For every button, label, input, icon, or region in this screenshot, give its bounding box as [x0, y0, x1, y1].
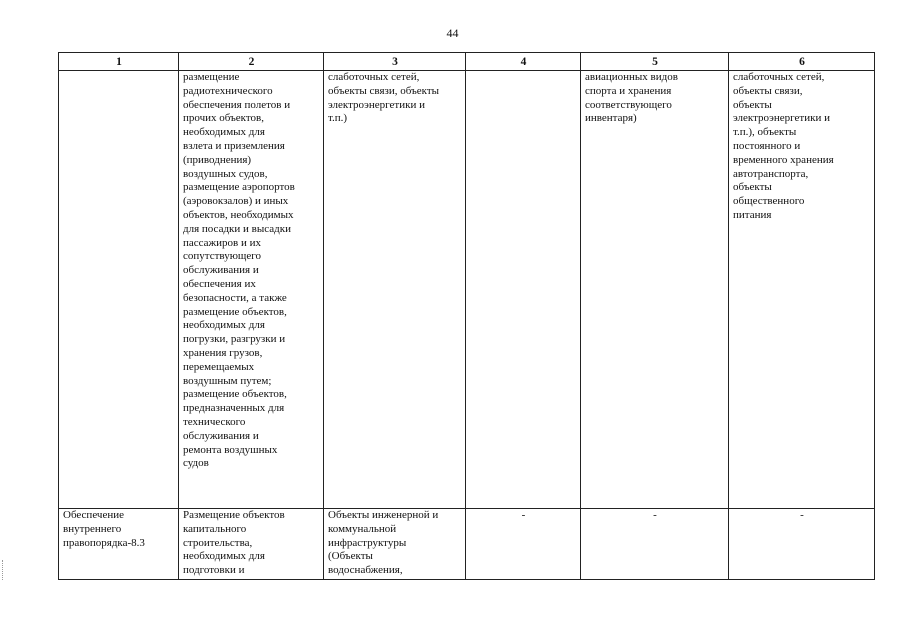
cell-text: Объекты инженерной и коммунальной инфраструктуры (Объекты водоснабжения, [328, 509, 439, 577]
column-header-5: 5 [581, 53, 729, 71]
scan-margin-mark [2, 560, 6, 580]
table-row [59, 71, 875, 509]
table-cell [324, 71, 466, 509]
cell-text: размещение радиотехнического обеспечения полетов и прочих объектов, необходимых для взлета и приземления (приводнения) воздушных судов, размещение аэропортов (аэровокзалов) и иных объектов, необходимых для посадки и высадки пассажиров и их сопутствующего обслуживания и обеспечения их безопасности, а также размещение объектов, необходимых для погрузки, разгрузки и хранения грузов, перемещаемых воздушным путем; размещение объектов, предназначенных для технического обслуживания и ремонта воздушных судов [183, 71, 295, 470]
table-cell [59, 71, 179, 509]
table-header-row [59, 53, 875, 71]
cell-text: слаботочных сетей, объекты связи, объекты электроэнергетики и т.п.) [328, 71, 440, 125]
table-cell [581, 509, 729, 580]
table-cell [324, 509, 466, 580]
page-number: 44 [446, 26, 459, 40]
column-header-4: 4 [466, 53, 581, 71]
cell-text: - [521, 509, 526, 521]
column-header-1: 1 [59, 53, 179, 71]
table-cell [581, 71, 729, 509]
table-cell [59, 509, 179, 580]
cell-text: - [653, 509, 657, 521]
cell-text: слаботочных сетей, объекты связи, объекты электроэнергетики и т.п.), объекты постоянного и временного хранения автотранспорта, объекты общественного питания [733, 71, 834, 221]
table-cell [179, 509, 324, 580]
table-cell [729, 71, 875, 509]
table-cell [466, 509, 581, 580]
table-cell [179, 71, 324, 509]
cell-text: - [800, 509, 804, 521]
cell-text: Размещение объектов капитального строительства, необходимых для подготовки и [183, 509, 285, 577]
cell-text: авиационных видов спорта и хранения соответствующего инвентаря) [585, 71, 678, 125]
table-cell [729, 509, 875, 580]
cell-text: Обеспечение внутреннего правопорядка-8.3 [63, 509, 145, 549]
column-header-3: 3 [324, 53, 466, 71]
column-header-6: 6 [729, 53, 875, 71]
land-use-table [58, 52, 875, 580]
table-row [59, 509, 875, 580]
table-cell [466, 71, 581, 509]
column-header-2: 2 [179, 53, 324, 71]
